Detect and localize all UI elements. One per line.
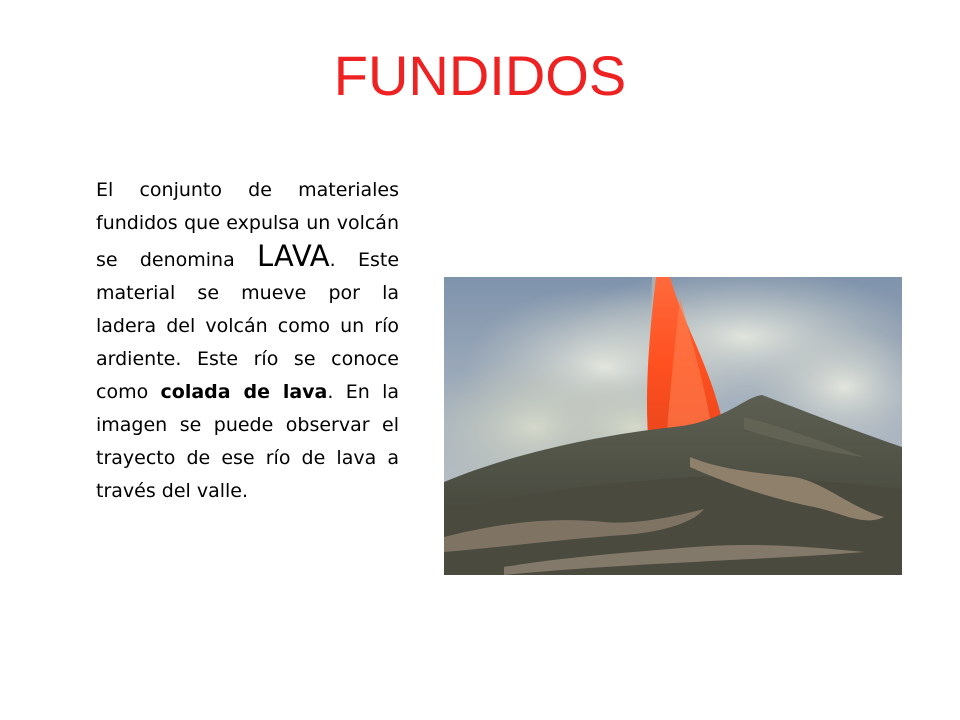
slide-title: FUNDIDOS [333, 44, 627, 107]
volcano-eruption-photo [444, 277, 902, 575]
paragraph-part-3: . En la imagen se puede observar el trayecto de ese río de lava a través del valle. [96, 381, 399, 502]
body-paragraph [96, 174, 399, 508]
colada-keyword: colada de lava [160, 381, 328, 403]
lava-keyword: LAVA [257, 239, 330, 273]
paragraph-part-1: El conjunto de materiales fundidos que expulsa un volcán se denomina [96, 179, 399, 271]
paragraph-part-2: . Este material se mueve por la ladera del volcán como un río ardiente. Este río se conoce como [96, 249, 400, 403]
